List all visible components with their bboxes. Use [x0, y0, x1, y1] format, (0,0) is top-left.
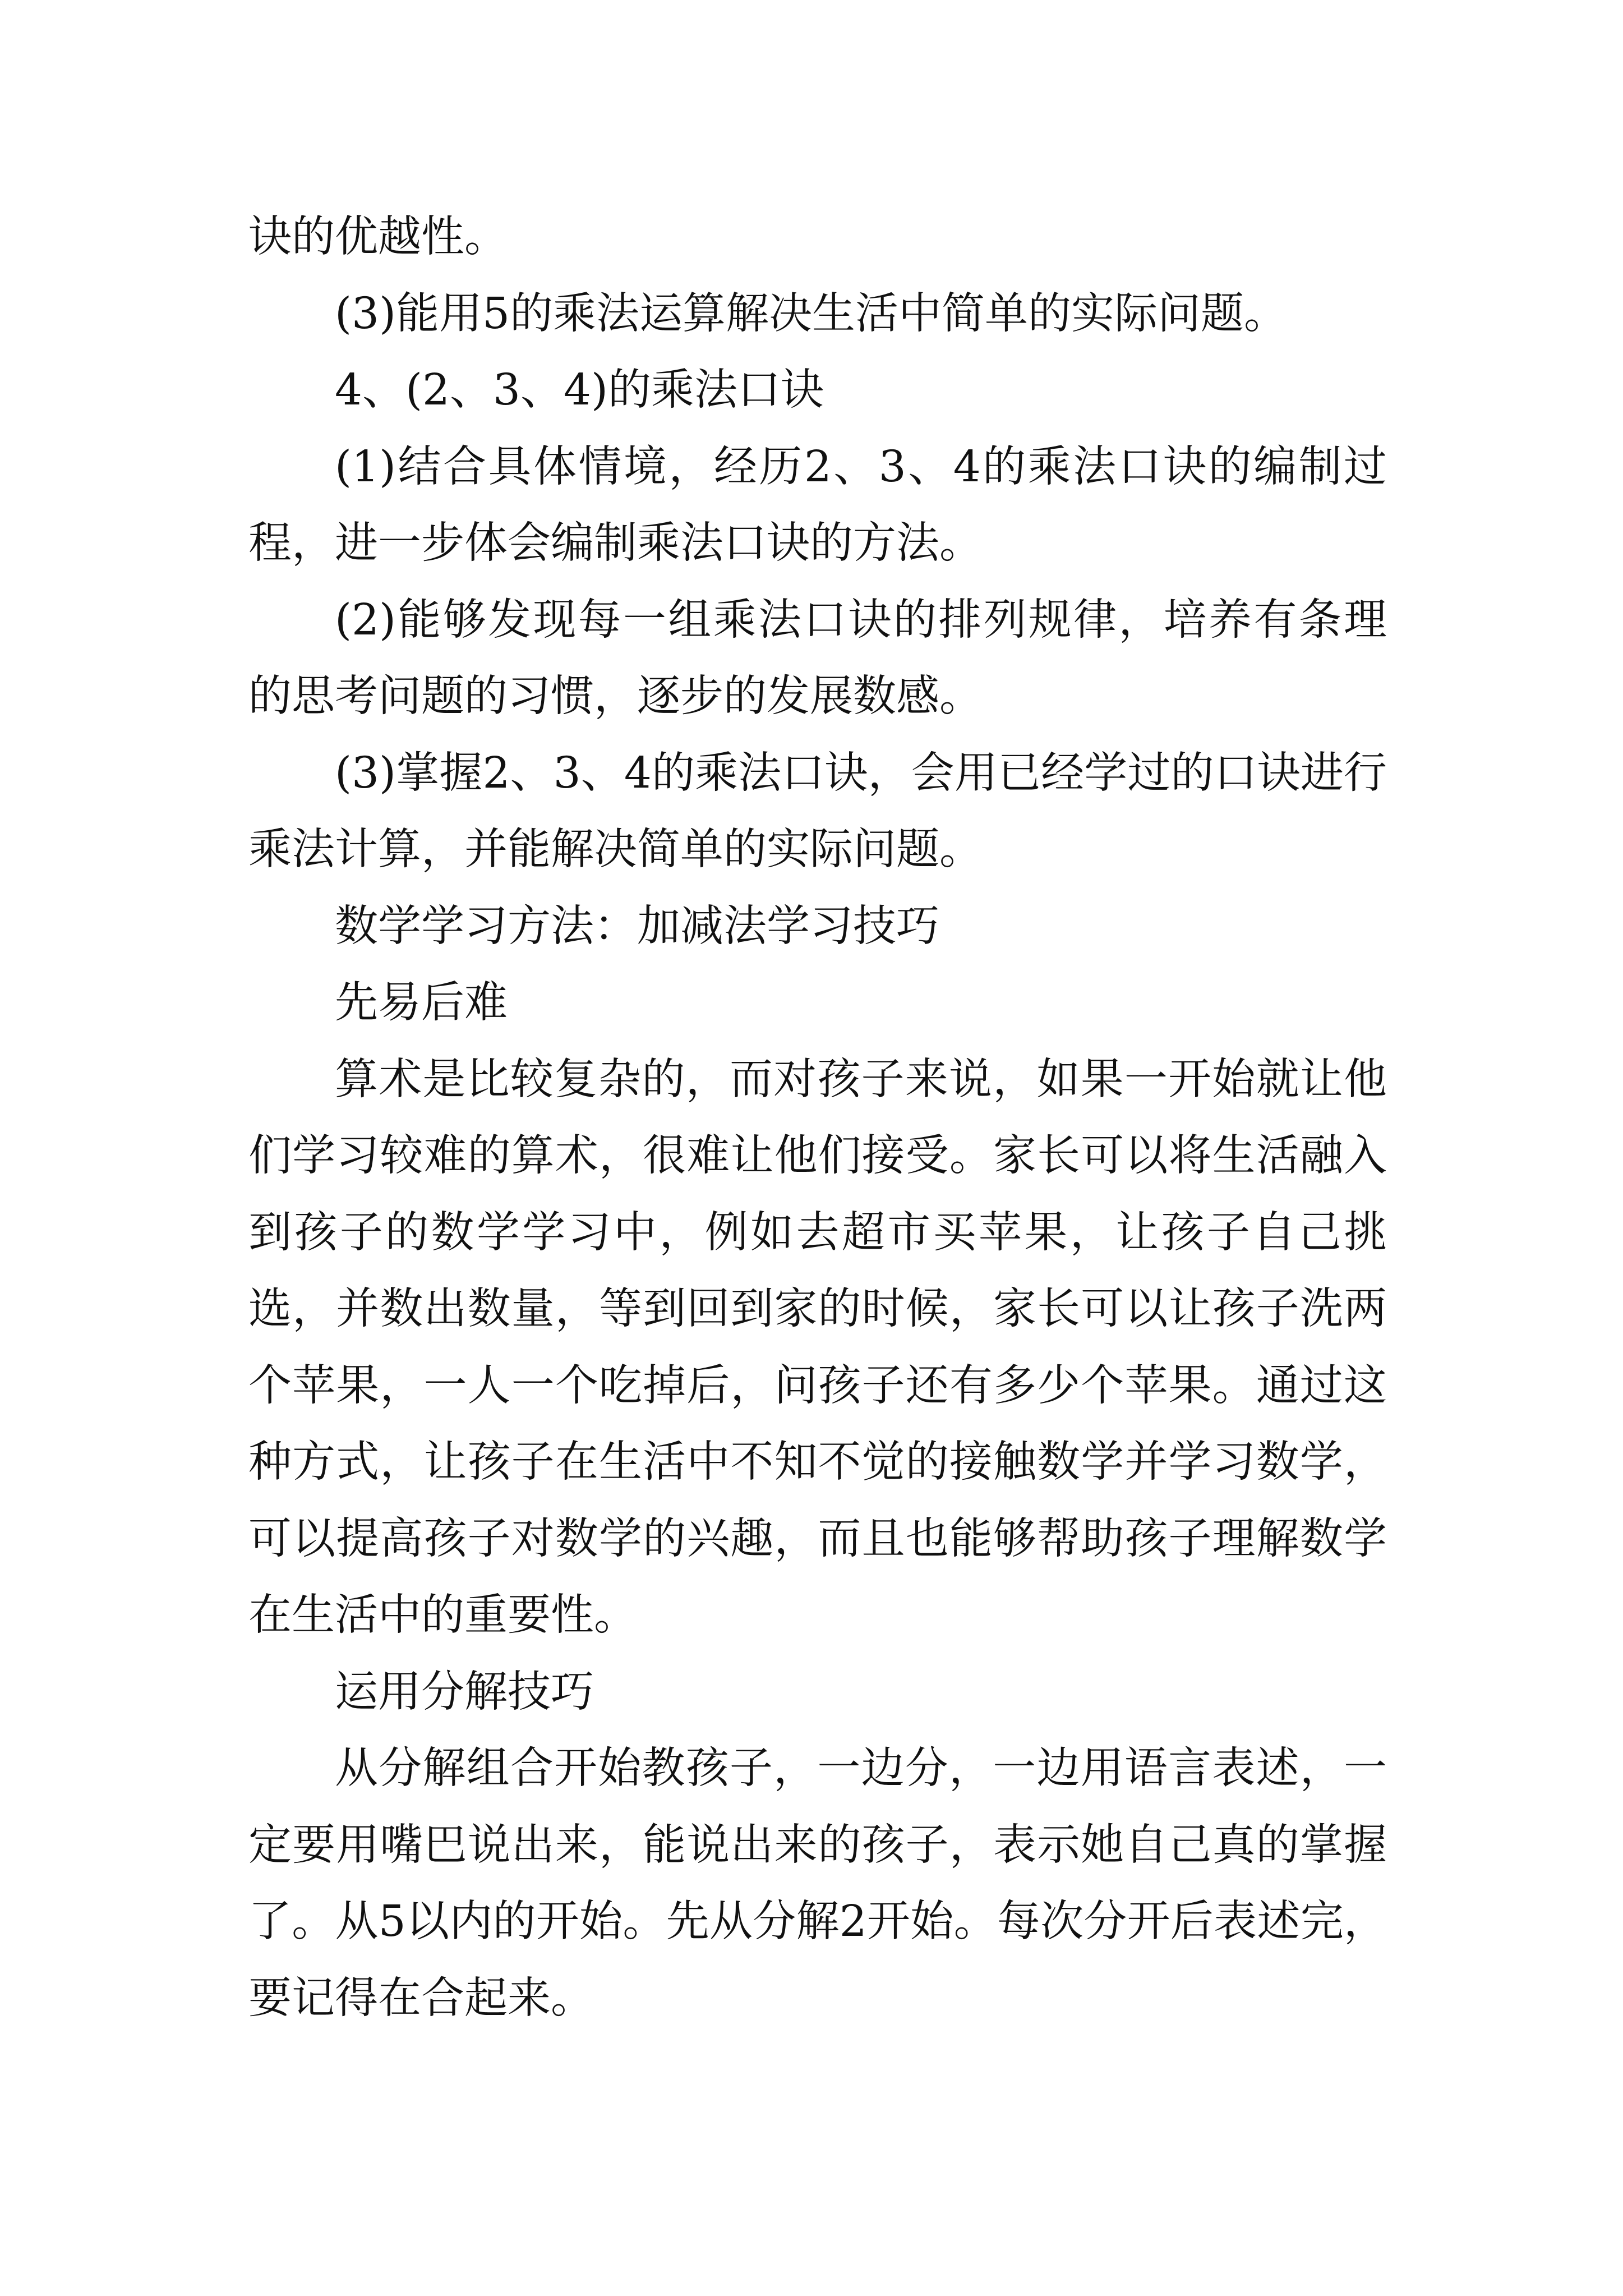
paragraph-objective-1: (1)结合具体情境，经历2、3、4的乘法口诀的编制过程，进一步体会编制乘法口诀的方法。	[248, 441, 1387, 568]
subheading-decomposition: 运用分解技巧	[335, 1667, 594, 1717]
paragraph-easy-first: 算术是比较复杂的，而对孩子来说，如果一开始就让他们学习较难的算术，很难让他们接受。家长可以将生活融入到孩子的数学学习中，例如去超市买苹果，让孩子自己挑选，并数出数量，等到回到家的时候，家长可以让孩子洗两个苹果，一人一个吃掉后，问孩子还有多少个苹果。通过这种方式，让孩子在生活中不知不觉的接触数学并学习数学，可以提高孩子对数学的兴趣，而且也能够帮助孩子理解数学在生活中的重要性。	[248, 1054, 1387, 1640]
paragraph-objective-3: (3)能用5的乘法运算解决生活中简单的实际问题。	[335, 288, 1288, 339]
section-heading-multiplication-234: 4、(2、3、4)的乘法口诀	[335, 365, 824, 415]
section-heading-learning-method: 数学学习方法：加减法学习技巧	[335, 901, 939, 951]
document-body	[248, 199, 1387, 2037]
paragraph-continuation: 诀的优越性。	[248, 212, 508, 262]
subheading-easy-first: 先易后难	[335, 978, 508, 1028]
paragraph-objective-3b: (3)掌握2、3、4的乘法口诀，会用已经学过的口诀进行乘法计算，并能解决简单的实际问题。	[248, 748, 1387, 875]
paragraph-objective-2: (2)能够发现每一组乘法口诀的排列规律，培养有条理的思考问题的习惯，逐步的发展数感。	[248, 595, 1387, 721]
paragraph-decomposition: 从分解组合开始教孩子，一边分，一边用语言表述，一定要用嘴巴说出来，能说出来的孩子，表示她自己真的掌握了。从5以内的开始。先从分解2开始。每次分开后表述完，要记得在合起来。	[248, 1743, 1387, 2023]
